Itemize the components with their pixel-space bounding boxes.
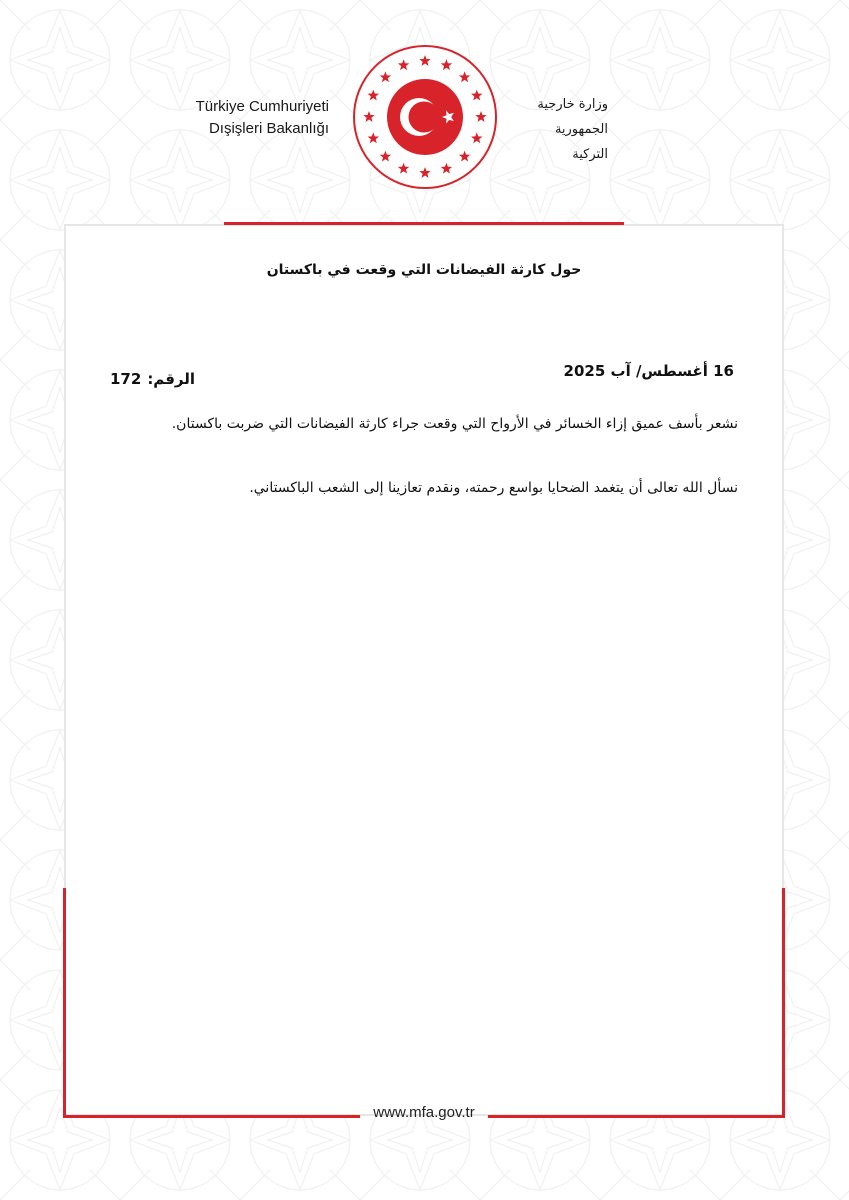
frame-bottom-right-accent	[488, 1115, 785, 1118]
ministry-name-turkish-line1: Türkiye Cumhuriyeti	[195, 98, 329, 115]
star-crescent-emblem-icon	[352, 44, 498, 190]
frame-left-accent	[63, 888, 66, 1118]
ministry-name-turkish	[196, 96, 329, 140]
ministry-name-turkish-line2: Dışişleri Bakanlığı	[208, 120, 329, 137]
document-date: 16 أغسطس/ آب 2025	[563, 362, 734, 380]
ministry-name-arabic-line1: وزارة خارجية	[537, 97, 608, 112]
frame-top-accent	[224, 222, 624, 225]
paragraph: نسأل الله تعالى أن يتغمد الضحايا بواسع رحمته، ونقدم تعازينا إلى الشعب الباكستاني.	[249, 480, 738, 496]
paragraph: نشعر بأسف عميق إزاء الخسائر في الأرواح التي وقعت جراء كارثة الفيضانات التي ضربت باكستان.	[171, 416, 738, 432]
ministry-name-arabic	[520, 92, 608, 167]
reference-number-value: 172	[110, 370, 142, 388]
frame-bottom-left-accent	[63, 1115, 360, 1118]
ministry-name-arabic-line2: الجمهورية التركية	[554, 122, 608, 162]
reference-number	[110, 370, 290, 388]
footer-website-link[interactable]: www.mfa.gov.tr	[373, 1104, 475, 1121]
document-title: حول كارثة الفيضانات التي وقعت في باكستان	[266, 262, 582, 278]
document-frame	[64, 224, 784, 1116]
frame-right-accent	[782, 888, 785, 1118]
reference-number-label: الرقم:	[147, 370, 196, 388]
